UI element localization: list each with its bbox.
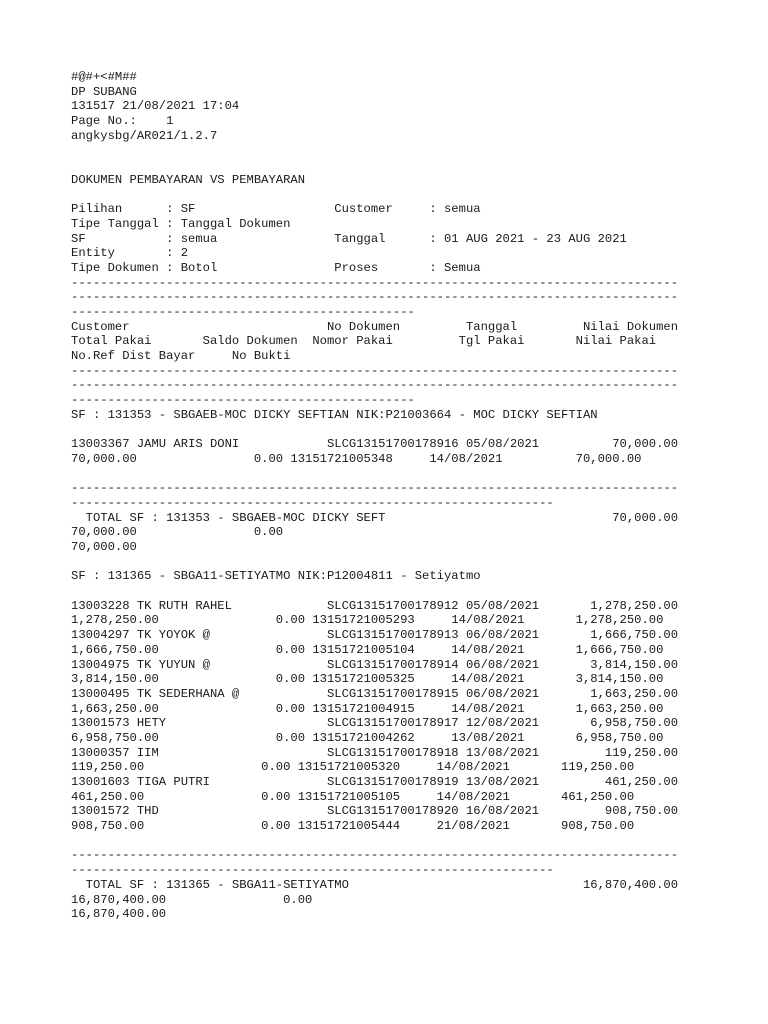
report-line: DOKUMEN PEMBAYARAN VS PEMBAYARAN: [71, 172, 306, 187]
report-line: 13000495 TK SEDERHANA @ SLCG13151700178915 06/08/2021 1,663,250.00: [71, 686, 679, 701]
report-line: 13003367 JAMU ARIS DONI SLCG13151700178916 05/08/2021 70,000.00: [71, 437, 679, 452]
report-line: 70,000.00: [71, 540, 137, 554]
report-line: 70,000.00 0.00 13151721005348 14/08/2021 70,000.00: [71, 451, 642, 466]
report-line: 16,870,400.00 0.00: [71, 892, 313, 907]
report-line: 119,250.00 0.00 13151721005320 14/08/2021 119,250.00: [71, 760, 635, 775]
report-line: -----------------------------------------------------------------------------------: [71, 481, 679, 496]
report-printout: [71, 70, 678, 922]
report-line: Total Pakai Saldo Dokumen Nomor Pakai Tgl Pakai Nilai Pakai: [71, 334, 657, 349]
report-line: 1,666,750.00 0.00 13151721005104 14/08/2021 1,666,750.00: [71, 642, 664, 657]
report-line: 13004297 TK YOYOK @ SLCG13151700178913 06/08/2021 1,666,750.00: [71, 628, 679, 643]
report-line: TOTAL SF : 131353 - SBGAEB-MOC DICKY SEFT 70,000.00: [71, 510, 679, 525]
report-line: 13004975 TK YUYUN @ SLCG13151700178914 06/08/2021 3,814,150.00: [71, 657, 679, 672]
report-line: [71, 555, 678, 570]
report-line: angkysbg/AR021/1.2.7: [71, 128, 218, 143]
report-line: -----------------------------------------------------------------------------------: [71, 275, 679, 290]
report-line: -----------------------------------------------: [71, 393, 415, 408]
report-line: -----------------------------------------------------------------------------------: [71, 378, 679, 393]
report-line: [71, 834, 678, 849]
report-line: Pilihan : SF Customer : semua: [71, 202, 481, 217]
report-line: [71, 467, 678, 482]
report-line: 13001603 TIGA PUTRI SLCG13151700178919 13/08/2021 461,250.00: [71, 775, 679, 789]
report-line: ------------------------------------------------------------------: [71, 863, 554, 878]
report-line: Entity : 2: [71, 246, 189, 261]
report-line: 13001573 HETY SLCG13151700178917 12/08/2021 6,958,750.00: [71, 716, 679, 731]
report-line: SF : semua Tanggal : 01 AUG 2021 - 23 AUG 2021: [71, 231, 627, 246]
report-line: 461,250.00 0.00 13151721005105 14/08/2021 461,250.00: [71, 789, 635, 804]
report-line: 131517 21/08/2021 17:04: [71, 99, 240, 114]
report-line: Tipe Dokumen : Botol Proses : Semua: [71, 260, 481, 275]
report-line: [71, 158, 678, 173]
report-line: -----------------------------------------------------------------------------------: [71, 290, 679, 305]
report-line: [71, 143, 678, 158]
report-line: 13003228 TK RUTH RAHEL SLCG13151700178912 05/08/2021 1,278,250.00: [71, 598, 679, 613]
report-line: [71, 423, 678, 438]
report-line: 1,278,250.00 0.00 13151721005293 14/08/2021 1,278,250.00: [71, 613, 664, 628]
report-line: DP SUBANG: [71, 84, 137, 99]
report-line: 3,814,150.00 0.00 13151721005325 14/08/2021 3,814,150.00: [71, 672, 664, 687]
report-line: -----------------------------------------------------------------------------------: [71, 848, 679, 863]
report-line: #@#+<#M##: [71, 70, 137, 84]
report-line: 6,958,750.00 0.00 13151721004262 13/08/2021 6,958,750.00: [71, 730, 664, 745]
report-line: TOTAL SF : 131365 - SBGA11-SETIYATMO 16,870,400.00: [71, 877, 679, 892]
report-line: [71, 188, 678, 203]
report-line: Customer No Dokumen Tanggal Nilai Dokumen: [71, 319, 679, 334]
report-line: [71, 584, 678, 599]
report-line: 16,870,400.00: [71, 907, 167, 922]
report-line: -----------------------------------------------: [71, 305, 415, 319]
report-line: SF : 131365 - SBGA11-SETIYATMO NIK:P12004811 - Setiyatmo: [71, 569, 481, 584]
report-line: 13001572 THD SLCG13151700178920 16/08/2021 908,750.00: [71, 804, 679, 819]
report-line: SF : 131353 - SBGAEB-MOC DICKY SEFTIAN NIK:P21003664 - MOC DICKY SEFTIAN: [71, 407, 598, 422]
report-line: 13000357 IIM SLCG13151700178918 13/08/2021 119,250.00: [71, 745, 679, 760]
report-line: Tipe Tanggal : Tanggal Dokumen: [71, 216, 291, 231]
report-line: 908,750.00 0.00 13151721005444 21/08/2021 908,750.00: [71, 819, 635, 834]
report-line: ------------------------------------------------------------------: [71, 495, 554, 510]
report-line: No.Ref Dist Bayar No Bukti: [71, 349, 291, 364]
report-line: Page No.: 1: [71, 114, 174, 129]
report-line: -----------------------------------------------------------------------------------: [71, 363, 679, 378]
report-line: 1,663,250.00 0.00 13151721004915 14/08/2021 1,663,250.00: [71, 701, 664, 716]
report-line: 70,000.00 0.00: [71, 525, 284, 540]
